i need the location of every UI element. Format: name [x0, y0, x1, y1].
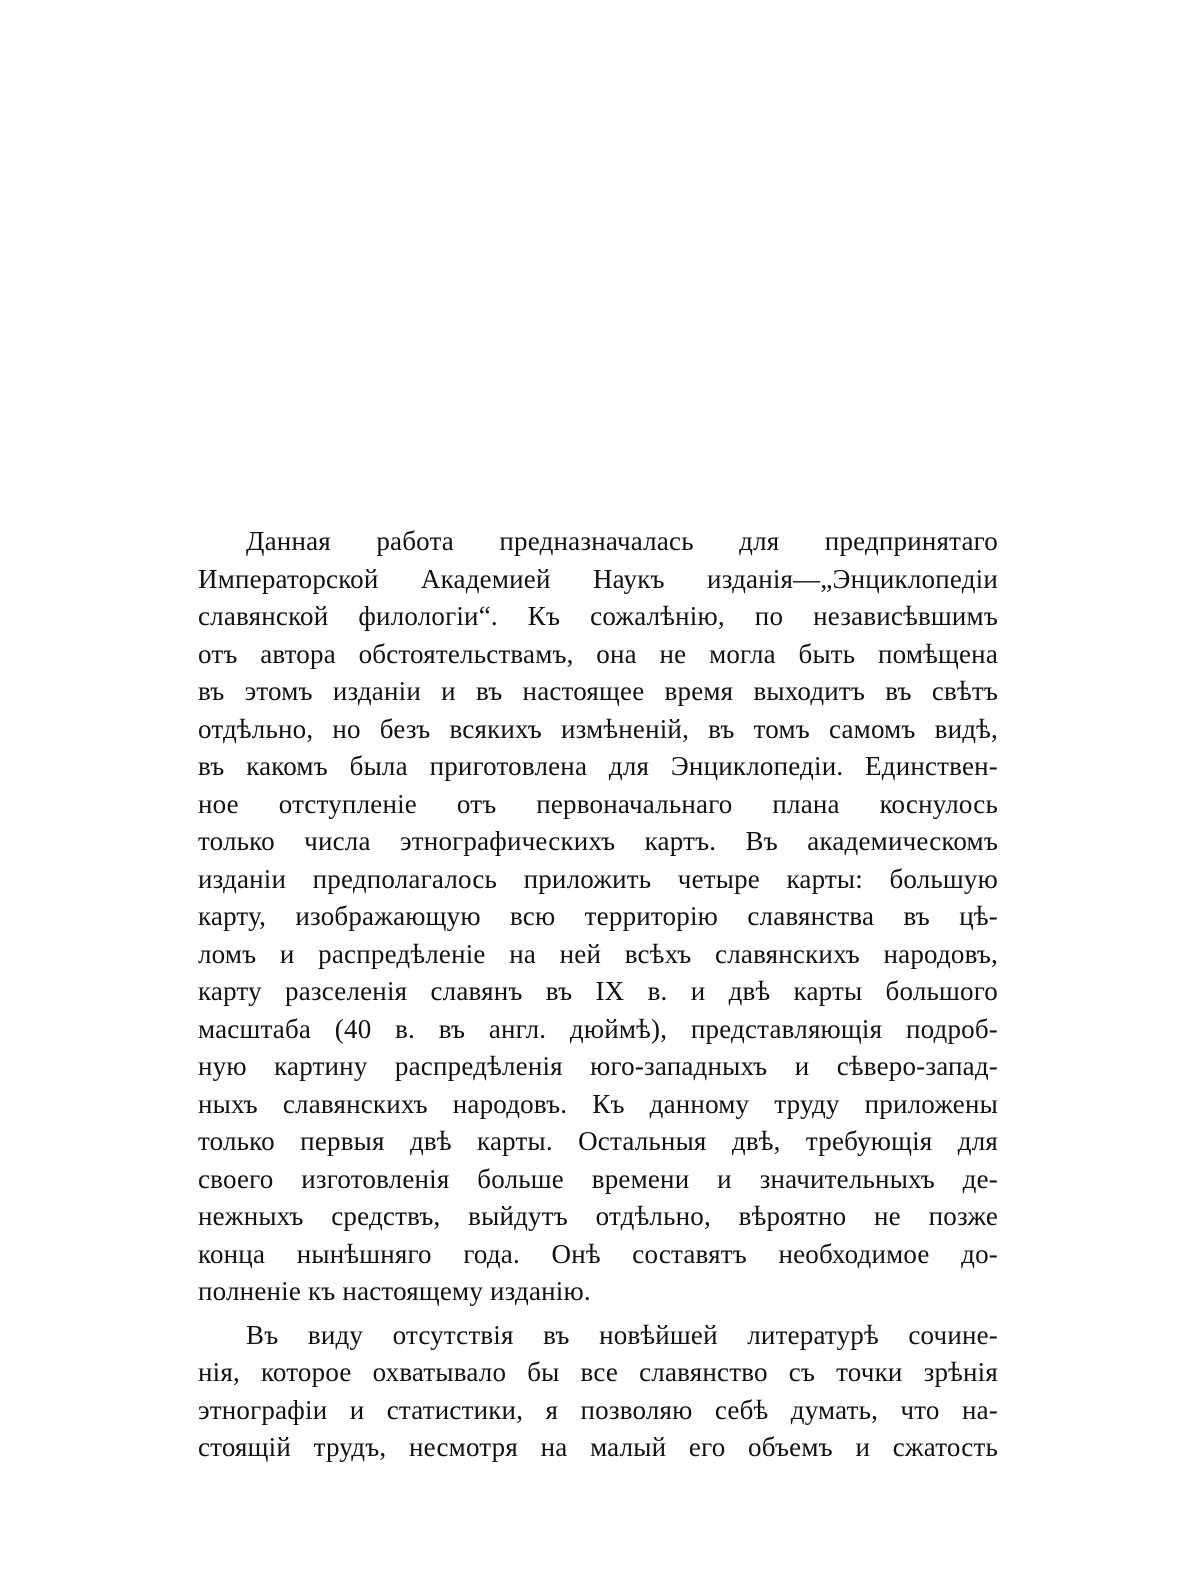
paragraph-2 [198, 1317, 998, 1467]
text-line: карту, изображающую всю территорію славянства въ цѣ- [198, 901, 998, 931]
text-line: ныхъ славянскихъ народовъ. Къ данному труду приложены [198, 1088, 998, 1119]
text-line: нія, которое охватывало бы все славянство съ точки зрѣнія [198, 1357, 998, 1387]
text-line: полненіе къ настоящему изданію. [198, 1276, 591, 1306]
text-line: этнографіи и статистики, я позволяю себѣ думать, что на- [198, 1394, 998, 1425]
text-line: ное отступленіе отъ первоначальнаго плана коснулось [198, 788, 998, 819]
text-line: изданіи предполагалось приложить четыре карты: большую [198, 863, 998, 894]
text-line: только числа этнографическихъ картъ. Въ академическомъ [198, 826, 998, 856]
text-line: нежныхъ средствъ, выйдутъ отдѣльно, вѣроятно не позже [198, 1201, 998, 1231]
text-line: только первыя двѣ карты. Остальныя двѣ, требующія для [198, 1126, 998, 1156]
text-line: стоящій трудъ, несмотря на малый его объемъ и сжатость [198, 1432, 998, 1462]
text-line: Въ виду отсутствія въ новѣйшей литературѣ сочине- [246, 1319, 998, 1350]
text-line: своего изготовленія больше времени и значительныхъ де- [198, 1163, 998, 1194]
document-body [198, 523, 998, 1467]
text-line: отдѣльно, но безъ всякихъ измѣненій, въ томъ самомъ видѣ, [198, 713, 998, 744]
text-line: ную картину распредѣленія юго-западныхъ и сѣверо-запад- [198, 1051, 998, 1081]
text-line: въ этомъ изданіи и въ настоящее время выходитъ въ свѣтъ [198, 676, 998, 706]
text-line: конца нынѣшняго года. Онѣ составятъ необходимое до- [198, 1238, 998, 1269]
text-line: масштаба (40 в. въ англ. дюймѣ), представляющія подроб- [198, 1013, 998, 1044]
text-line: Императорской Академией Наукъ изданія—„Энциклопедіи [198, 563, 998, 594]
text-line: карту разселенія славянъ въ IX в. и двѣ карты большого [198, 976, 998, 1006]
text-line: славянской филологіи“. Къ сожалѣнію, по независѣвшимъ [198, 601, 998, 631]
text-line: отъ автора обстоятельствамъ, она не могла быть помѣщена [198, 638, 998, 669]
text-line: Данная работа предназначалась для предпринятаго [246, 526, 998, 556]
paragraph-1 [198, 523, 998, 1311]
text-line: ломъ и распредѣленіе на ней всѣхъ славянскихъ народовъ, [198, 938, 998, 969]
text-line: въ какомъ была приготовлена для Энциклопедіи. Единствен- [198, 751, 998, 781]
